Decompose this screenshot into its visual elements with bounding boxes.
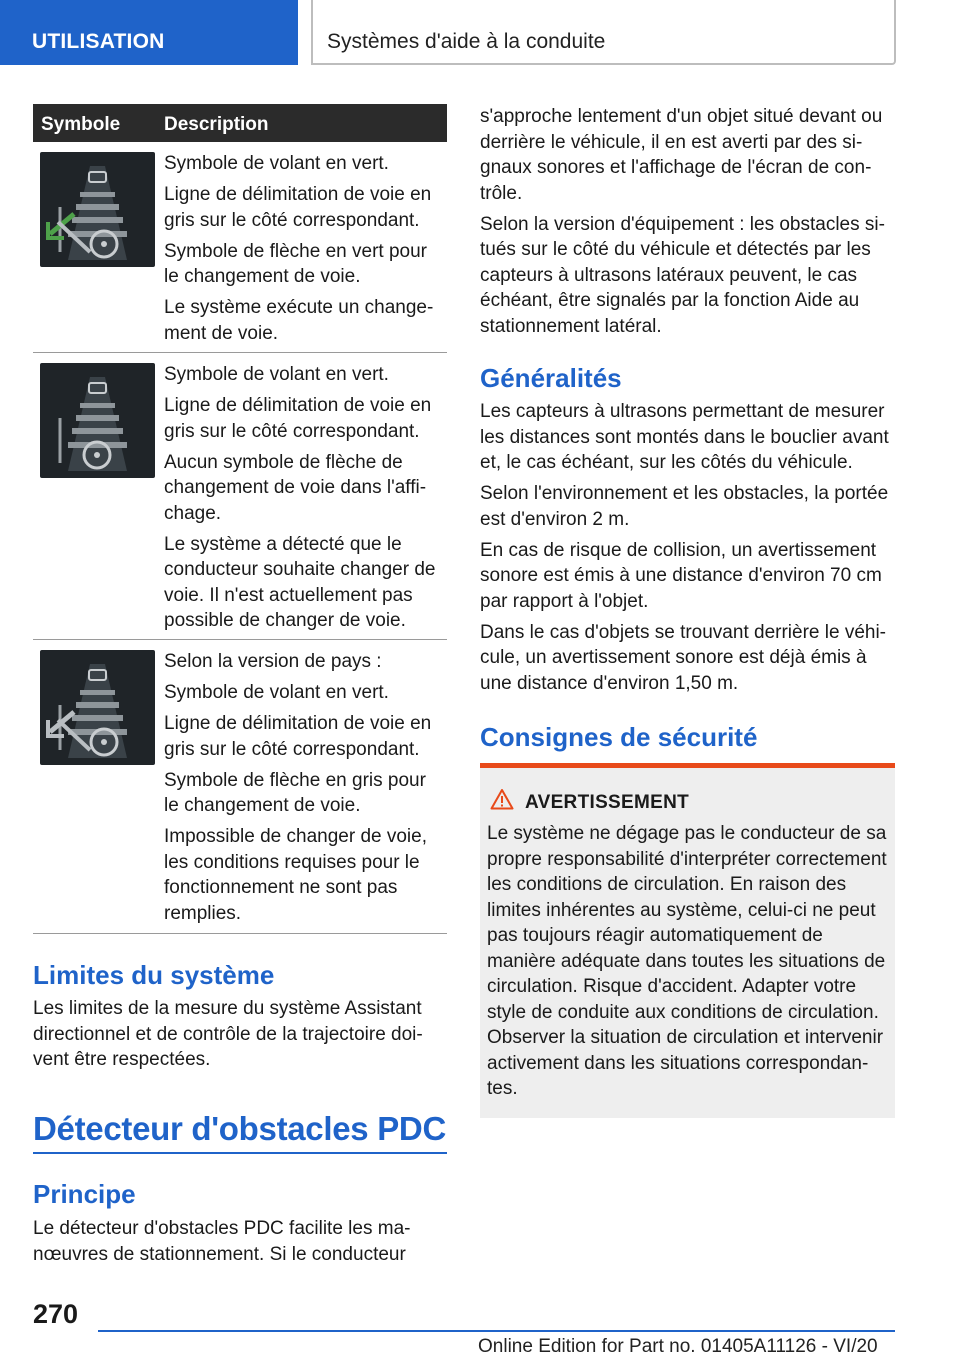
footer-rule: [98, 1330, 895, 1332]
description-line: Ligne de délimitation de voie en gris sur le côté correspondant.: [164, 184, 432, 231]
description-line: Symbole de flèche en gris pour le changement de voie.: [164, 769, 426, 816]
footer-edition: Online Edition for Part no. 01405A11126 - VI/20: [478, 1336, 878, 1357]
paragraph: Selon l'environnement et les obstacles, la portée est d'environ 2 m.: [480, 483, 889, 530]
warning-accent-bar: [480, 763, 895, 768]
column-header-description: Description: [164, 114, 269, 135]
paragraph: Dans le cas d'objets se trouvant derrière le véhicule, un avertissement sonore est déjà émis à une distance d'environ 1,50 m.: [480, 621, 886, 694]
warning-text: Le système ne dégage pas le conducteur de sa propre responsabilité d'interpréter correctement les conditions de circulation. En raison des limites inhérentes au système, celui-ci ne peut pas toujours réagir automatiquement de manière adéquate dans toutes les situations de circulation. Risque d'accident. Adapter votre style de conduite aux conditions de circulation. Observer la situation de circulation et intervenir activement dans les situations correspondantes.: [487, 823, 887, 1099]
table-row: [33, 142, 447, 353]
page-number: 270: [33, 1299, 79, 1329]
description-line: Impossible de changer de voie, les conditions requises pour le fonctionnement ne sont pas remplies.: [164, 826, 427, 924]
pdc-heading: Détecteur d'obstacles PDC: [33, 1110, 446, 1147]
table-row: [33, 640, 447, 934]
table-row: [33, 353, 447, 640]
lane-change-green-arrow-icon: [40, 152, 155, 267]
symbol-table: [33, 104, 447, 934]
description-line: Symbole de volant en vert.: [164, 682, 389, 703]
paragraph: Les capteurs à ultrasons permettant de mesurer les distances sont montés dans le bouclier avant et, le cas échéant, sur les côtés du véhicule.: [480, 401, 889, 473]
description-line: Aucun symbole de flèche de changement de voie dans l'affichage.: [164, 451, 427, 524]
limites-text: Les limites de la mesure du système Assistant directionnel et de contrôle de la trajectoire doivent être respectées.: [33, 998, 423, 1070]
row-description: [164, 649, 444, 932]
header-chapter-label: Systèmes d'aide à la conduite: [327, 30, 606, 53]
warning-triangle-icon: [490, 788, 514, 810]
row-description: [164, 151, 444, 352]
paragraph: s'approche lentement d'un objet situé devant ou derrière le véhicule, il en est averti par des signaux sonores et l'affichage de l'écran de contrôle.: [480, 106, 883, 204]
limites-heading: Limites du système: [33, 960, 275, 990]
description-line: Ligne de délimitation de voie en gris sur le côté correspondant.: [164, 713, 432, 760]
table-header: [33, 104, 447, 142]
generalites-text: [480, 399, 895, 702]
description-line: Selon la version de pays :: [164, 651, 382, 672]
principe-text: Le détecteur d'obstacles PDC facilite les manœuvres de stationnement. Si le conducteur: [33, 1218, 411, 1265]
column-header-symbol: Symbole: [41, 114, 121, 135]
generalites-heading: Généralités: [480, 363, 622, 393]
paragraph: Selon la version d'équipement : les obstacles situés sur le côté du véhicule et détectés par les capteurs à ultrasons latéraux peuvent, le cas échéant, être signalés par la fonction Aide au stationnement latéral.: [480, 213, 885, 337]
warning-title: AVERTISSEMENT: [525, 792, 690, 813]
description-line: Symbole de flèche en vert pour le changement de voie.: [164, 240, 427, 287]
description-line: Symbole de volant en vert.: [164, 153, 389, 174]
paragraph: En cas de risque de collision, un avertissement sonore est émis à une distance d'environ 70 cm par rapport à l'objet.: [480, 539, 882, 612]
row-description: [164, 362, 444, 639]
description-line: Symbole de volant en vert.: [164, 364, 389, 385]
lane-change-grey-arrow-icon: [40, 650, 155, 765]
header-section-label: UTILISATION: [32, 30, 165, 53]
description-line: Le système exécute un changement de voie.: [164, 297, 434, 344]
header-section-tab: [0, 0, 298, 65]
heading-rule: [33, 1152, 447, 1154]
description-line: Le système a détecté que le conducteur souhaite changer de voie. Il n'est actuellement pas possible de changer de voie.: [164, 533, 436, 631]
pdc-continued-text: [480, 104, 895, 345]
principe-heading: Principe: [33, 1179, 136, 1209]
lane-change-no-arrow-icon: [40, 363, 155, 478]
description-line: Ligne de délimitation de voie en gris sur le côté correspondant.: [164, 395, 432, 442]
header-chapter-tab: [311, 0, 896, 65]
warning-box: [480, 763, 895, 1118]
consignes-heading: Consignes de sécurité: [480, 722, 758, 752]
